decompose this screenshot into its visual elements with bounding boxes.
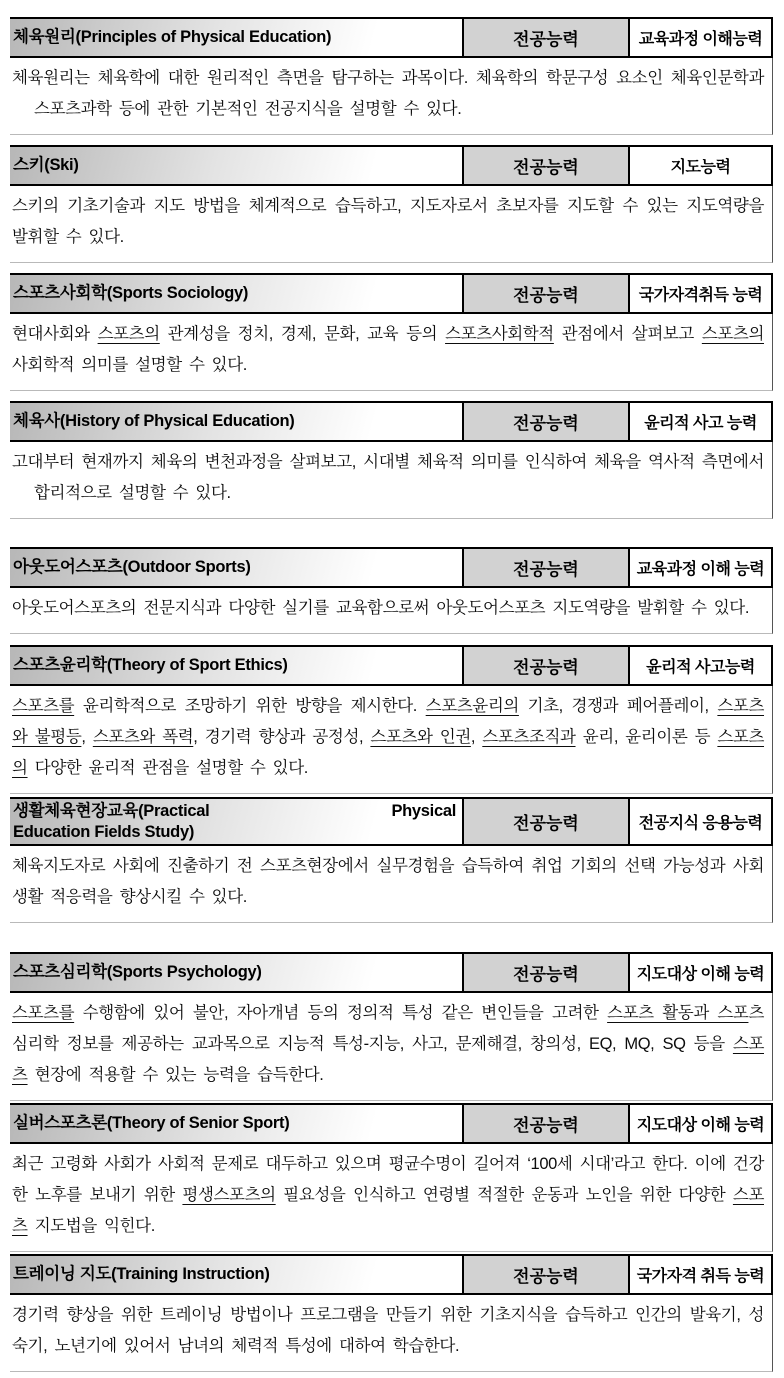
- competency-name: 윤리적 사고능력: [630, 645, 773, 686]
- course-name: 실버스포츠론(Theory of Senior Sport): [10, 1103, 462, 1144]
- competency-name: 전공지식 응용능력: [630, 797, 773, 846]
- course-header-row: [10, 17, 773, 58]
- course-block: [10, 17, 773, 135]
- course-name: 스키(Ski): [10, 145, 462, 186]
- course-name: 스포츠윤리학(Theory of Sport Ethics): [10, 645, 462, 686]
- course-name: 트레이닝 지도(Training Instruction): [10, 1254, 462, 1295]
- course-header-row: [10, 1254, 773, 1295]
- course-header-row: [10, 273, 773, 314]
- course-name: 스포츠심리학(Sports Psychology): [10, 952, 462, 993]
- course-name: 생활체육현장교육(Practical Physical Education Fields Study): [10, 797, 462, 846]
- course-name: 체육원리(Principles of Physical Education): [10, 17, 462, 58]
- competency-name: 교육과정 이해 능력: [630, 547, 773, 588]
- course-description: 스키의 기초기술과 지도 방법을 체계적으로 습득하고, 지도자로서 초보자를 지도할 수 있는 지도역량을 발휘할 수 있다.: [10, 186, 773, 263]
- course-description: 스포츠를 수행함에 있어 불안, 자아개념 등의 정의적 특성 같은 변인들을 고려한 스포츠 활동과 스포츠 심리학 정보를 제공하는 교과목으로 지능적 특성-지능, 사고, 문제해결, 창의성, EQ, MQ, SQ 등을 스포츠 현장에 적용할 수 있는 능력을 습득한다.: [10, 993, 773, 1101]
- course-description: 체육원리는 체육학에 대한 원리적인 측면을 탐구하는 과목이다. 체육학의 학문구성 요소인 체육인문학과 스포츠과학 등에 관한 기본적인 전공지식을 설명할 수 있다.: [10, 58, 773, 135]
- competency-name: 지도능력: [630, 145, 773, 186]
- course-description: 아웃도어스포츠의 전문지식과 다양한 실기를 교육함으로써 아웃도어스포츠 지도역량을 발휘할 수 있다.: [10, 588, 773, 634]
- course-description: 현대사회와 스포츠의 관계성을 정치, 경제, 문화, 교육 등의 스포츠사회학적 관점에서 살펴보고 스포츠의 사회학적 의미를 설명할 수 있다.: [10, 314, 773, 391]
- competency-type-label: 전공능력: [462, 645, 630, 686]
- course-block: [10, 645, 773, 794]
- course-header-row: [10, 145, 773, 186]
- course-description: 경기력 향상을 위한 트레이닝 방법이나 프로그램을 만들기 위한 기초지식을 습득하고 인간의 발육기, 성숙기, 노년기에 있어서 남녀의 체력적 특성에 대하여 학습한다.: [10, 1295, 773, 1372]
- competency-type-label: 전공능력: [462, 952, 630, 993]
- course-block: [10, 797, 773, 923]
- course-header-row: [10, 952, 773, 993]
- competency-name: 지도대상 이해 능력: [630, 952, 773, 993]
- competency-type-label: 전공능력: [462, 797, 630, 846]
- course-header-row: [10, 645, 773, 686]
- competency-type-label: 전공능력: [462, 547, 630, 588]
- course-block: [10, 1254, 773, 1372]
- course-block: [10, 547, 773, 634]
- course-block: [10, 401, 773, 519]
- competency-type-label: 전공능력: [462, 1103, 630, 1144]
- competency-name: 국가자격 취득 능력: [630, 1254, 773, 1295]
- competency-name: 지도대상 이해 능력: [630, 1103, 773, 1144]
- course-name: 아웃도어스포츠(Outdoor Sports): [10, 547, 462, 588]
- course-description: 고대부터 현재까지 체육의 변천과정을 살펴보고, 시대별 체육적 의미를 인식하여 체육을 역사적 측면에서 합리적으로 설명할 수 있다.: [10, 442, 773, 519]
- course-name: 체육사(History of Physical Education): [10, 401, 462, 442]
- competency-type-label: 전공능력: [462, 1254, 630, 1295]
- competency-type-label: 전공능력: [462, 17, 630, 58]
- competency-name: 교육과정 이해능력: [630, 17, 773, 58]
- course-header-row: [10, 401, 773, 442]
- course-description: 스포츠를 윤리학적으로 조망하기 위한 방향을 제시한다. 스포츠윤리의 기초, 경쟁과 페어플레이, 스포츠와 불평등, 스포츠와 폭력, 경기력 향상과 공정성, 스포츠와 인권, 스포츠조직과 윤리, 윤리이론 등 스포츠의 다양한 윤리적 관점을 설명할 수 있다.: [10, 686, 773, 794]
- course-block: [10, 952, 773, 1101]
- course-header-row: [10, 797, 773, 846]
- competency-name: 윤리적 사고 능력: [630, 401, 773, 442]
- competency-type-label: 전공능력: [462, 401, 630, 442]
- course-block: [10, 273, 773, 391]
- course-description: 체육지도자로 사회에 진출하기 전 스포츠현장에서 실무경험을 습득하여 취업 기회의 선택 가능성과 사회생활 적응력을 향상시킬 수 있다.: [10, 846, 773, 923]
- course-header-row: [10, 547, 773, 588]
- competency-name: 국가자격취득 능력: [630, 273, 773, 314]
- course-header-row: [10, 1103, 773, 1144]
- competency-type-label: 전공능력: [462, 145, 630, 186]
- competency-type-label: 전공능력: [462, 273, 630, 314]
- course-block: [10, 145, 773, 263]
- course-block: [10, 1103, 773, 1252]
- course-name: 스포츠사회학(Sports Sociology): [10, 273, 462, 314]
- course-description: 최근 고령화 사회가 사회적 문제로 대두하고 있으며 평균수명이 길어져 ‘100세 시대’라고 한다. 이에 건강한 노후를 보내기 위한 평생스포츠의 필요성을 인식하고 연령별 적절한 운동과 노인을 위한 다양한 스포츠 지도법을 익힌다.: [10, 1144, 773, 1252]
